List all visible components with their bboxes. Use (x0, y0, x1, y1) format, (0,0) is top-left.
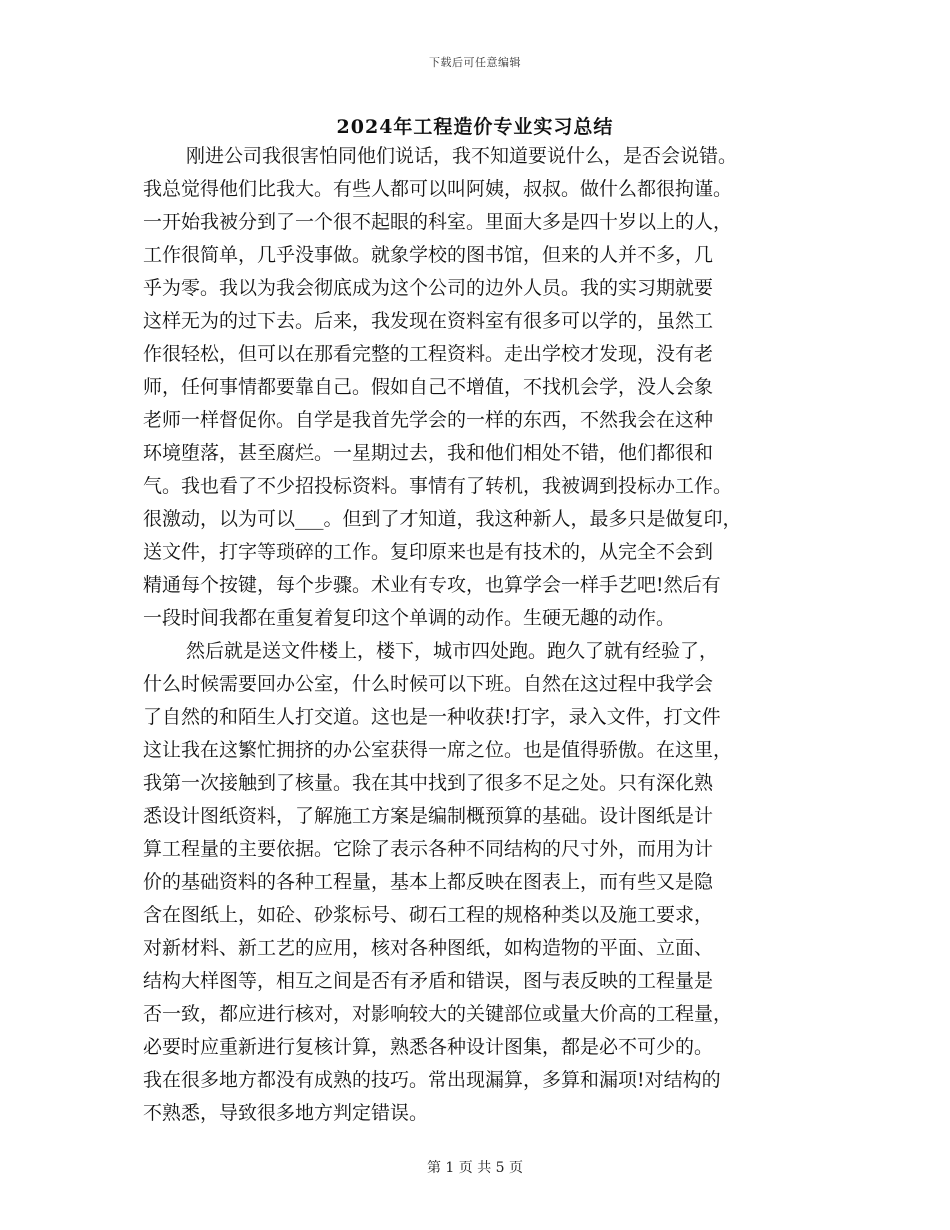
body-line: 我总觉得他们比我大。有些人都可以叫阿姨，叔叔。做什么都很拘谨。 (143, 178, 733, 200)
body-line: 了自然的和陌生人打交道。这也是一种收获!打字，录入文件，打文件 (143, 706, 721, 728)
document-title: 2024年工程造价专业实习总结 (336, 116, 614, 138)
header-note: 下载后可任意编辑 (429, 56, 521, 69)
body-line: 对新材料、新工艺的应用，核对各种图纸，如构造物的平面、立面、 (143, 937, 714, 959)
body-line: 我第一次接触到了核量。我在其中找到了很多不足之处。只有深化熟 (143, 772, 714, 794)
body-line: 很激动，以为可以___。但到了才知道，我这种新人，最多只是做复印， (143, 508, 742, 530)
body-line: 气。我也看了不少招投标资料。事情有了转机，我被调到投标办工作。 (143, 475, 733, 497)
body-line: 师，任何事情都要靠自己。假如自己不增值，不找机会学，没人会象 (143, 376, 714, 398)
document-body (143, 140, 813, 1130)
page-number: 第 1 页 共 5 页 (426, 1160, 524, 1176)
body-line: 含在图纸上，如砼、砂浆标号、砌石工程的规格种类以及施工要求， (143, 904, 714, 926)
body-line: 作很轻松，但可以在那看完整的工程资料。走出学校才发现，没有老 (143, 343, 714, 365)
body-line: 结构大样图等，相互之间是否有矛盾和错误，图与表反映的工程量是 (143, 970, 714, 992)
body-line: 环境堕落，甚至腐烂。一星期过去，我和他们相处不错，他们都很和 (143, 442, 714, 464)
body-line: 悉设计图纸资料，了解施工方案是编制概预算的基础。设计图纸是计 (143, 805, 714, 827)
body-line: 这让我在这繁忙拥挤的办公室获得一席之位。也是值得骄傲。在这里， (143, 739, 733, 761)
body-line: 我在很多地方都没有成熟的技巧。常出现漏算，多算和漏项!对结构的 (143, 1069, 721, 1091)
body-line: 这样无为的过下去。后来，我发现在资料室有很多可以学的，虽然工 (143, 310, 714, 332)
body-line: 老师一样督促你。自学是我首先学会的一样的东西，不然我会在这种 (143, 409, 714, 431)
body-line: 否一致，都应进行核对，对影响较大的关键部位或量大价高的工程量， (143, 1003, 733, 1025)
body-line: 不熟悉，导致很多地方判定错误。 (143, 1102, 429, 1124)
body-line: 一段时间我都在重复着复印这个单调的动作。生硬无趣的动作。 (143, 607, 676, 629)
body-line: 工作很简单，几乎没事做。就象学校的图书馆，但来的人并不多，几 (143, 244, 714, 266)
body-line: 算工程量的主要依据。它除了表示各种不同结构的尺寸外，而用为计 (143, 838, 714, 860)
body-line: 送文件，打字等琐碎的工作。复印原来也是有技术的，从完全不会到 (143, 541, 714, 563)
body-line: 乎为零。我以为我会彻底成为这个公司的边外人员。我的实习期就要 (143, 277, 714, 299)
body-line: 刚进公司我很害怕同他们说话，我不知道要说什么，是否会说错。 (186, 145, 738, 167)
body-line: 一开始我被分到了一个很不起眼的科室。里面大多是四十岁以上的人， (143, 211, 733, 233)
body-line: 什么时候需要回办公室，什么时候可以下班。自然在这过程中我学会 (143, 673, 714, 695)
body-line: 精通每个按键，每个步骤。术业有专攻，也算学会一样手艺吧!然后有 (143, 574, 721, 596)
body-line: 然后就是送文件楼上，楼下，城市四处跑。跑久了就有经验了， (186, 640, 719, 662)
body-line: 必要时应重新进行复核计算，熟悉各种设计图集，都是必不可少的。 (143, 1036, 714, 1058)
body-line: 价的基础资料的各种工程量，基本上都反映在图表上，而有些又是隐 (143, 871, 714, 893)
